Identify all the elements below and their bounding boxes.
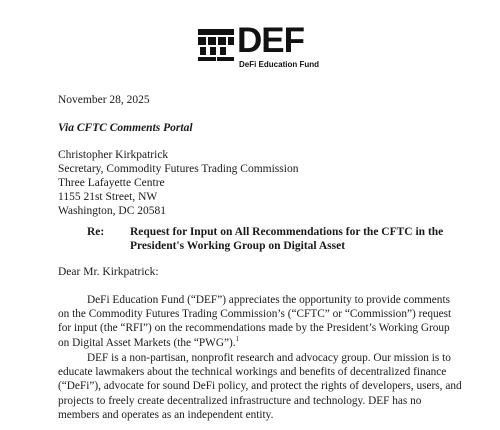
logo-subtitle: DeFi Education Fund bbox=[239, 60, 319, 69]
footnote-marker[interactable]: 1 bbox=[235, 334, 240, 343]
building-columns-icon bbox=[197, 28, 235, 62]
paragraph-intro-text: DeFi Education Fund (“DEF”) appreciates the opportunity to provide comments on the Commodity Futures Trading Commission’s (“CFTC” or “Commission”) request for input (the “RFI”) on the recommendations made by the President’s Working Group on Digital Asset Markets (the “PWG”). bbox=[58, 294, 452, 349]
subject-line2: President's Working Group on Digital Asset bbox=[130, 240, 346, 252]
delivery-method: Via CFTC Comments Portal bbox=[58, 122, 193, 134]
recipient-title: Secretary, Commodity Futures Trading Commission bbox=[58, 163, 299, 175]
recipient-address-line2: 1155 21st Street, NW bbox=[58, 191, 158, 203]
recipient-address-line3: Washington, DC 20581 bbox=[58, 205, 167, 217]
salutation: Dear Mr. Kirkpatrick: bbox=[58, 266, 159, 278]
def-logo bbox=[197, 21, 319, 72]
paragraph-mission: DEF is a non-partisan, nonprofit research and advocacy group. Our mission is to educate lawmakers about the technical workings and benefits of decentralized finance (“DeFi”), advocate for sound DeFi policy, and protect the rights of developers, users, and projects to freely create decentralized infrastructure and technology. DEF has no members and operates as an independent entity. bbox=[58, 352, 462, 421]
recipient-name: Christopher Kirkpatrick bbox=[58, 149, 169, 161]
paragraph-intro bbox=[58, 293, 463, 350]
subject-line1: Request for Input on All Recommendations for the CFTC in the bbox=[130, 226, 444, 238]
re-label: Re: bbox=[87, 226, 105, 238]
logo-wordmark: DEF bbox=[237, 21, 304, 60]
letter-date: November 28, 2025 bbox=[58, 94, 150, 106]
recipient-address-line1: Three Lafayette Centre bbox=[58, 177, 165, 189]
